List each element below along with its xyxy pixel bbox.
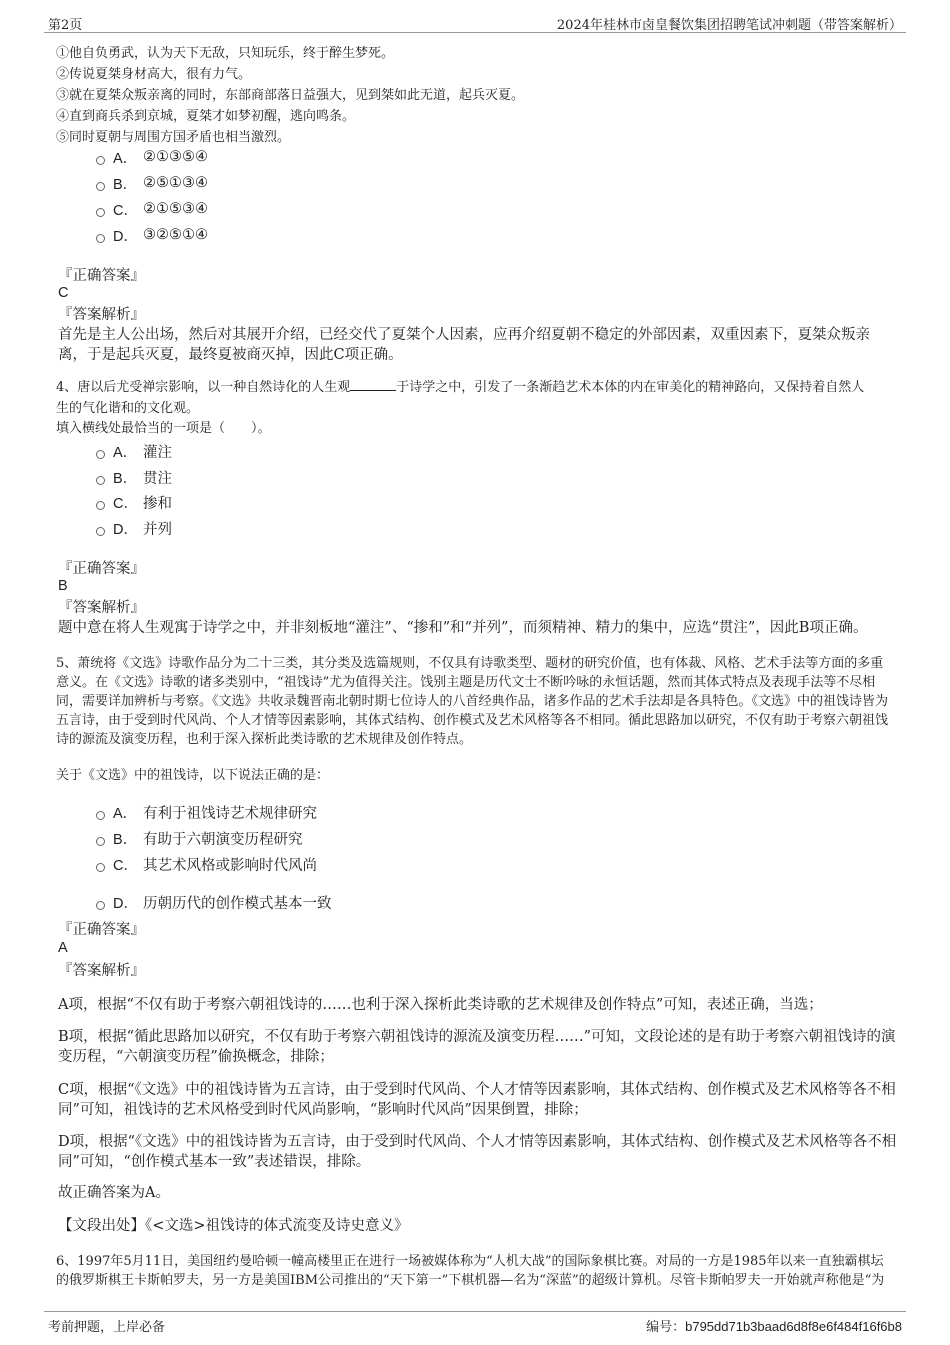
code-value: b795dd71b3baad6d8f8e6f484f16f6b8 bbox=[685, 1319, 902, 1334]
q5-analysis-label: 『答案解析』 bbox=[58, 963, 145, 979]
document-title: 2024年桂林市卤皇餐饮集团招聘笔试冲刺题（带答案解析） bbox=[556, 18, 902, 33]
option-text: ②⑤①③④ bbox=[143, 175, 208, 191]
q4-stem-end: 于诗学之中，引发了一条渐趋艺术本体的内在审美化的精神路向，又保持着自然人 bbox=[396, 380, 865, 395]
option-text: 掺和 bbox=[143, 495, 172, 512]
q5-analysis-a: A项，根据“不仅有助于考察六朝祖饯诗的……也利于深入探析此类诗歌的艺术规律及创作特点”可知，表述正确，当选； bbox=[58, 997, 823, 1013]
q5-analysis-c: C项，根据“《文选》中的祖饯诗皆为五言诗，由于受到时代风尚、个人才情等因素影响，其体式结构、创作模式及艺术风格等各不相同”可知，祖饯诗的艺术风格受到时代风尚影响，“影响时代风尚”因果倒置，排除； bbox=[58, 1082, 896, 1118]
q4-stem-start: 4、唐以后尤受禅宗影响，以一种自然诗化的人生观 bbox=[56, 380, 351, 395]
q5-stem: 5、萧统将《文选》诗歌作品分为二十三类，其分类及选篇规则，不仅具有诗歌类型、题材的研究价值，也有体裁、风格、艺术手法等方面的多重意义。在《文选》诗歌的诸多类别中，“祖饯诗”尤为值得关注。饯别主题是历代文士不断吟咏的永恒话题，然而其体式特点及表现手法等不尽相同，需要详加辨析与考察。《文选》共收录魏晋南北朝时期七位诗人的八首经典作品，诸多作品的艺术手法却是各具特色。《文选》中的祖饯诗皆为五言诗，由于受到时代风尚、个人才情等因素影响，其体式结构、创作模式及艺术风格等各不相同。循此思路加以研究，不仅有助于考察六朝祖饯诗的源流及演变历程，也利于深入探析此类诗歌的艺术规律及创作特点。 bbox=[56, 656, 889, 747]
q4-answer: B bbox=[58, 578, 68, 594]
option-text: 灌注 bbox=[143, 444, 172, 461]
option-letter: D． bbox=[113, 228, 138, 245]
q4-analysis: 题中意在将人生观寓于诗学之中，并非刻板地“灌注”、“掺和”和“并列”，而须精神、精力的集中，应选“贯注”，因此B项正确。 bbox=[58, 620, 868, 636]
footer-slogan: 考前押题，上岸必备 bbox=[48, 1320, 166, 1335]
option-letter: C． bbox=[113, 202, 138, 219]
q4-stem bbox=[56, 378, 864, 397]
q5-source: 【文段出处】《<文选>祖饯诗的体式流变及诗史意义》 bbox=[58, 1218, 409, 1234]
page-number: 第2页 bbox=[48, 18, 83, 33]
q3-item-3: ③就在夏桀众叛亲离的同时，东部商部落日益强大，见到桀如此无道，起兵灭夏。 bbox=[56, 88, 525, 103]
document-code bbox=[646, 1316, 902, 1335]
option-text: 贯注 bbox=[143, 470, 172, 487]
option-letter: D． bbox=[113, 521, 138, 538]
q3-option-c[interactable] bbox=[96, 198, 208, 220]
q5-conclusion: 故正确答案为A。 bbox=[58, 1185, 170, 1201]
option-text: 有利于祖饯诗艺术规律研究 bbox=[143, 805, 317, 822]
radio-button[interactable] bbox=[96, 234, 105, 243]
radio-button[interactable] bbox=[96, 156, 105, 165]
q3-item-2: ②传说夏桀身材高大，很有力气。 bbox=[56, 67, 252, 82]
q3-option-b[interactable] bbox=[96, 172, 208, 194]
q5-analysis-b: B项，根据“循此思路加以研究，不仅有助于考察六朝祖饯诗的源流及演变历程……”可知，文段论述的是有助于考察六朝祖饯诗的演变历程，“六朝演变历程”偷换概念，排除； bbox=[58, 1029, 896, 1065]
q3-option-a[interactable] bbox=[96, 146, 208, 168]
q4-option-b[interactable] bbox=[96, 466, 172, 488]
q4-analysis-label: 『答案解析』 bbox=[58, 600, 145, 616]
q5-option-d[interactable] bbox=[96, 891, 332, 913]
q3-analysis: 首先是主人公出场，然后对其展开介绍，已经交代了夏桀个人因素，应再介绍夏朝不稳定的外部因素，双重因素下，夏桀众叛亲离，于是起兵灭夏，最终夏被商灭掉，因此C项正确。 bbox=[58, 327, 870, 363]
page-header bbox=[44, 12, 906, 33]
option-letter: A． bbox=[113, 444, 138, 461]
q4-answer-label: 『正确答案』 bbox=[58, 561, 145, 577]
q4-option-a[interactable] bbox=[96, 440, 172, 462]
option-letter: B． bbox=[113, 831, 138, 848]
option-text: ③②⑤①④ bbox=[143, 227, 208, 243]
radio-button[interactable] bbox=[96, 501, 105, 510]
option-text: 历朝历代的创作模式基本一致 bbox=[143, 895, 332, 912]
option-text: ②①⑤③④ bbox=[143, 201, 208, 217]
option-text: 并列 bbox=[143, 521, 172, 538]
code-label: 编号： bbox=[646, 1320, 686, 1335]
option-text: 其艺术风格或影响时代风尚 bbox=[143, 857, 317, 874]
q3-item-5: ⑤同时夏朝与周围方国矛盾也相当激烈。 bbox=[56, 130, 291, 145]
option-letter: A． bbox=[113, 150, 138, 167]
option-text: ②①③⑤④ bbox=[143, 149, 208, 165]
q5-answer-label: 『正确答案』 bbox=[58, 922, 145, 938]
q4-prompt: 填入横线处最恰当的一项是（ ）。 bbox=[56, 421, 271, 436]
q4-stem-cont: 生的气化谐和的文化观。 bbox=[56, 401, 200, 416]
q3-item-1: ①他自负勇武，认为天下无敌，只知玩乐，终于醉生梦死。 bbox=[56, 46, 395, 61]
q5-prompt: 关于《文选》中的祖饯诗，以下说法正确的是： bbox=[56, 768, 330, 783]
radio-button[interactable] bbox=[96, 527, 105, 536]
radio-button[interactable] bbox=[96, 208, 105, 217]
q5-option-c[interactable] bbox=[96, 853, 317, 875]
option-text: 有助于六朝演变历程研究 bbox=[143, 831, 303, 848]
fill-blank bbox=[350, 378, 396, 391]
q4-option-d[interactable] bbox=[96, 517, 172, 539]
option-letter: A． bbox=[113, 805, 138, 822]
radio-button[interactable] bbox=[96, 811, 105, 820]
radio-button[interactable] bbox=[96, 901, 105, 910]
option-letter: C． bbox=[113, 495, 138, 512]
q4-option-c[interactable] bbox=[96, 491, 172, 513]
q5-analysis-d: D项，根据“《文选》中的祖饯诗皆为五言诗，由于受到时代风尚、个人才情等因素影响，其体式结构、创作模式及艺术风格等各不相同”可知，“创作模式基本一致”表述错误，排除。 bbox=[58, 1134, 897, 1170]
q3-option-d[interactable] bbox=[96, 224, 208, 246]
q5-option-b[interactable] bbox=[96, 827, 303, 849]
q6-stem: 6、1997年5月11日，美国纽约曼哈顿一幢高楼里正在进行一场被媒体称为“人机大战”的国际象棋比赛。对局的一方是1985年以来一直独霸棋坛的俄罗斯棋王卡斯帕罗夫，另一方是美国IBM公司推出的“天下第一”下棋机器—名为“深蓝”的超级计算机。尽管卡斯帕罗夫一开始就声称他是“为 bbox=[56, 1254, 885, 1288]
option-letter: D． bbox=[113, 895, 138, 912]
q3-answer: C bbox=[58, 285, 69, 301]
radio-button[interactable] bbox=[96, 863, 105, 872]
option-letter: B． bbox=[113, 176, 138, 193]
radio-button[interactable] bbox=[96, 182, 105, 191]
q5-answer: A bbox=[58, 940, 68, 956]
option-letter: C． bbox=[113, 857, 138, 874]
q3-analysis-label: 『答案解析』 bbox=[58, 307, 145, 323]
radio-button[interactable] bbox=[96, 837, 105, 846]
q5-option-a[interactable] bbox=[96, 801, 317, 823]
radio-button[interactable] bbox=[96, 450, 105, 459]
radio-button[interactable] bbox=[96, 476, 105, 485]
q3-item-4: ④直到商兵杀到京城，夏桀才如梦初醒，逃向鸣条。 bbox=[56, 109, 356, 124]
q3-answer-label: 『正确答案』 bbox=[58, 268, 145, 284]
option-letter: B． bbox=[113, 470, 138, 487]
page-footer bbox=[44, 1311, 906, 1334]
